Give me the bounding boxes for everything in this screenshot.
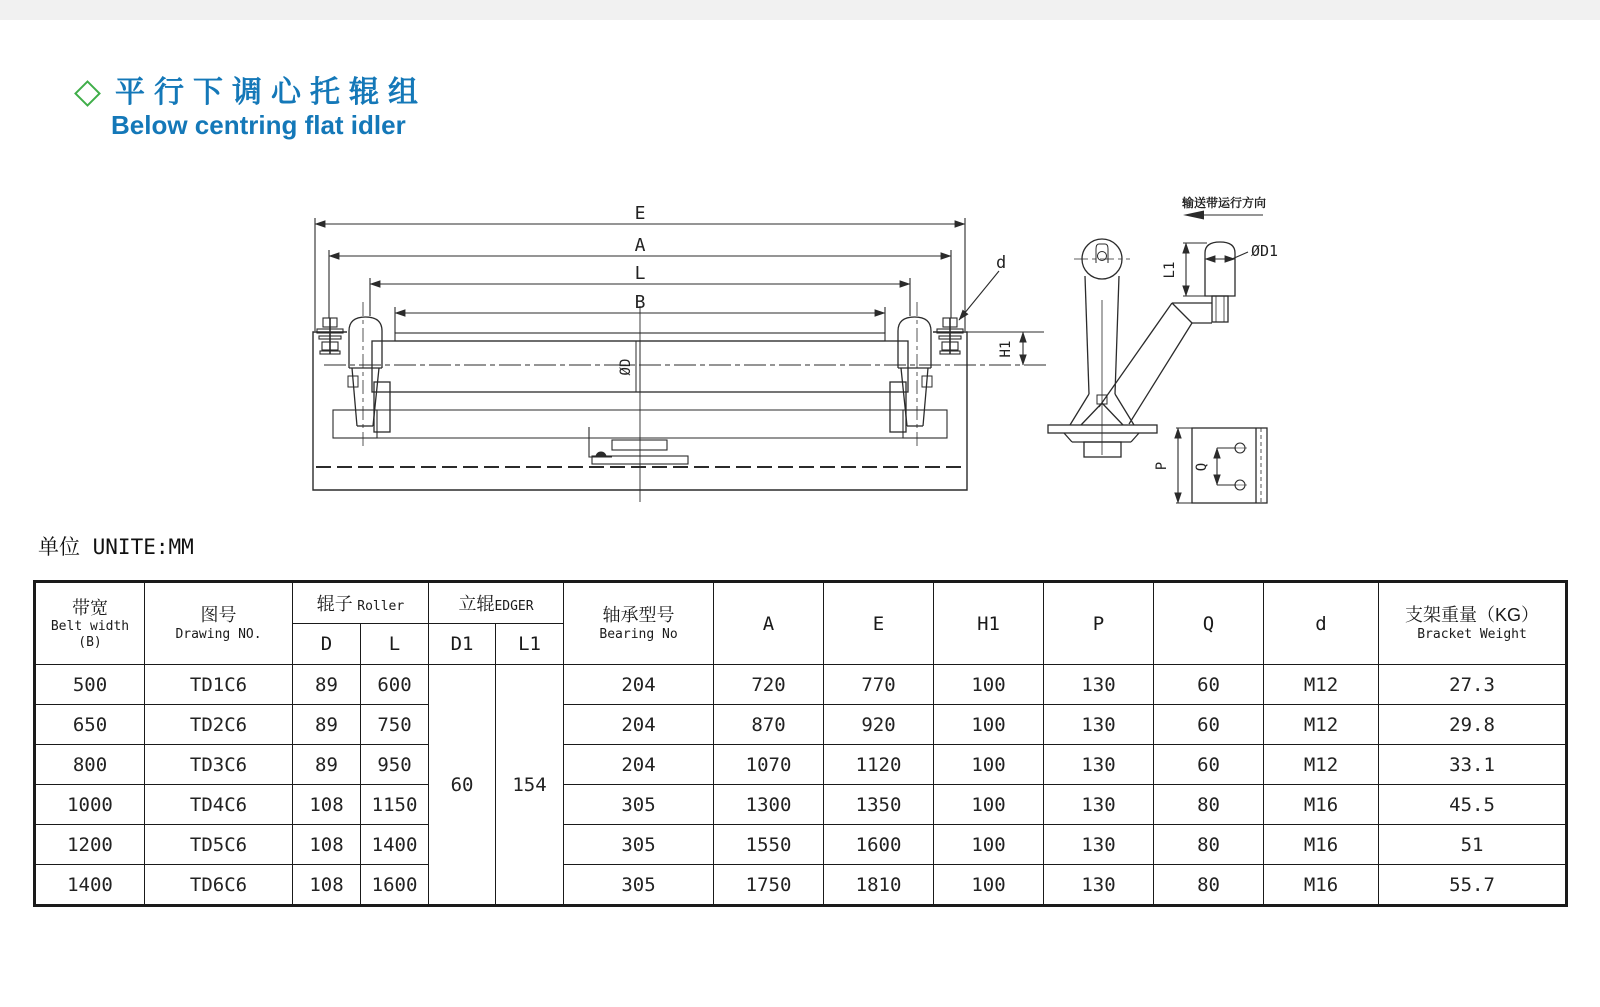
header-D1: D1 [429, 624, 496, 665]
table-cell: 89 [293, 705, 361, 745]
dim-line-OD1 [1205, 252, 1248, 259]
technical-drawing [290, 188, 1300, 515]
table-row [35, 745, 1567, 785]
header-L: L [361, 624, 429, 665]
table-cell: 60 [1154, 705, 1264, 745]
label-P: P [1154, 461, 1170, 471]
table-row [35, 825, 1567, 865]
table-cell: 1750 [714, 865, 824, 906]
table-cell: 80 [1154, 825, 1264, 865]
table-cell: 204 [564, 705, 714, 745]
label-E: E [634, 203, 646, 224]
table-cell: 60 [1154, 665, 1264, 705]
table-cell: TD1C6 [145, 665, 293, 705]
label-L: L [634, 263, 646, 284]
table-cell: 500 [35, 665, 145, 705]
header-D: D [293, 624, 361, 665]
spec-table-body [35, 665, 1567, 906]
label-direction-note: 输送带运行方向 [1181, 196, 1267, 210]
label-OD1: ØD1 [1251, 242, 1279, 260]
table-cell: 750 [361, 705, 429, 745]
table-cell: 100 [934, 825, 1044, 865]
header-E: E [824, 582, 934, 665]
label-OD: ØD [618, 358, 634, 376]
diamond-icon [74, 80, 101, 107]
table-cell: 89 [293, 665, 361, 705]
table-cell: 154 [496, 665, 564, 906]
header-edger-group: 立辊EDGER [429, 582, 564, 624]
table-cell: 100 [934, 665, 1044, 705]
title-block [78, 78, 427, 138]
label-A: A [634, 235, 646, 256]
edge-roller-right [890, 302, 932, 446]
table-cell: 108 [293, 865, 361, 906]
table-cell: 51 [1379, 825, 1567, 865]
header-bearing: 轴承型号 Bearing No [564, 582, 714, 665]
table-cell: 108 [293, 785, 361, 825]
table-cell: 305 [564, 785, 714, 825]
table-cell: 305 [564, 825, 714, 865]
table-cell: 60 [1154, 745, 1264, 785]
header-H1: H1 [934, 582, 1044, 665]
table-cell: 100 [934, 705, 1044, 745]
belt-direction-arrow [1183, 211, 1263, 220]
table-cell: 720 [714, 665, 824, 705]
header-bracket-weight: 支架重量（KG） Bracket Weight [1379, 582, 1567, 665]
table-cell: 130 [1044, 865, 1154, 906]
table-cell: 45.5 [1379, 785, 1567, 825]
table-cell: 1600 [361, 865, 429, 906]
edge-roller-left [348, 302, 390, 446]
table-cell: TD6C6 [145, 865, 293, 906]
side-view-drawing [1048, 211, 1267, 504]
table-cell: 29.8 [1379, 705, 1567, 745]
page-top-band [0, 0, 1600, 20]
table-cell: 100 [934, 745, 1044, 785]
table-cell: 89 [293, 745, 361, 785]
table-cell: 1400 [35, 865, 145, 906]
table-cell: 130 [1044, 825, 1154, 865]
table-cell: 600 [361, 665, 429, 705]
table-row [35, 785, 1567, 825]
table-cell: TD4C6 [145, 785, 293, 825]
label-B: B [634, 292, 646, 313]
table-cell: 1070 [714, 745, 824, 785]
table-cell: M16 [1264, 825, 1379, 865]
label-H1: H1 [998, 340, 1014, 358]
table-cell: M12 [1264, 745, 1379, 785]
header-belt-width: 带宽 Belt width (B) [35, 582, 145, 665]
bolt-right [937, 318, 963, 354]
table-cell: 80 [1154, 865, 1264, 906]
table-cell: 204 [564, 745, 714, 785]
header-A: A [714, 582, 824, 665]
table-cell: 920 [824, 705, 934, 745]
label-L1: L1 [1162, 261, 1178, 279]
table-cell: 1300 [714, 785, 824, 825]
table-cell: 1400 [361, 825, 429, 865]
table-cell: 1200 [35, 825, 145, 865]
table-cell: 33.1 [1379, 745, 1567, 785]
table-cell: M16 [1264, 865, 1379, 906]
page-title-zh: 平行下调心托辊组 [115, 76, 427, 109]
table-cell: 100 [934, 865, 1044, 906]
table-row [35, 665, 1567, 705]
table-cell: 130 [1044, 745, 1154, 785]
table-cell: M16 [1264, 785, 1379, 825]
table-cell: 55.7 [1379, 865, 1567, 906]
table-cell: 1120 [824, 745, 934, 785]
table-row [35, 705, 1567, 745]
table-cell: 1810 [824, 865, 934, 906]
stand [1048, 276, 1157, 457]
table-cell: 130 [1044, 665, 1154, 705]
table-cell: 870 [714, 705, 824, 745]
header-roller-group: 辊子 Roller [293, 582, 429, 624]
unit-label: 单位 UNITE:MM [38, 535, 194, 559]
table-cell: M12 [1264, 665, 1379, 705]
table-cell: 108 [293, 825, 361, 865]
dim-line-H1 [938, 332, 1044, 365]
table-cell: 80 [1154, 785, 1264, 825]
table-cell: 130 [1044, 705, 1154, 745]
dim-line-P [1176, 428, 1193, 503]
edge-roller-side [1205, 242, 1235, 322]
header-L1: L1 [496, 624, 564, 665]
table-row [35, 865, 1567, 906]
table-cell: 1550 [714, 825, 824, 865]
table-cell: 650 [35, 705, 145, 745]
table-cell: 100 [934, 785, 1044, 825]
header-P: P [1044, 582, 1154, 665]
table-cell: TD3C6 [145, 745, 293, 785]
table-cell: 770 [824, 665, 934, 705]
table-cell: 204 [564, 665, 714, 705]
label-d: d [996, 253, 1007, 273]
table-cell: TD2C6 [145, 705, 293, 745]
table-cell: TD5C6 [145, 825, 293, 865]
table-cell: 800 [35, 745, 145, 785]
table-cell: 1350 [824, 785, 934, 825]
table-cell: M12 [1264, 705, 1379, 745]
front-view-drawing [313, 218, 1046, 502]
table-cell: 1600 [824, 825, 934, 865]
header-drawing-no: 图号 Drawing NO. [145, 582, 293, 665]
header-d: d [1264, 582, 1379, 665]
table-cell: 1000 [35, 785, 145, 825]
table-cell: 950 [361, 745, 429, 785]
spec-table [33, 580, 1568, 907]
header-Q: Q [1154, 582, 1264, 665]
page-title-en: Below centring flat idler [111, 110, 406, 140]
center-bracket [589, 427, 688, 464]
table-cell: 130 [1044, 785, 1154, 825]
table-cell: 60 [429, 665, 496, 906]
table-cell: 27.3 [1379, 665, 1567, 705]
table-cell: 1150 [361, 785, 429, 825]
bolt-left [317, 318, 343, 354]
table-cell: 305 [564, 865, 714, 906]
center-lines [324, 306, 1046, 502]
label-Q: Q [1194, 462, 1210, 472]
dim-line-L1 [1183, 243, 1207, 296]
dim-line-Q [1217, 448, 1236, 485]
roller-end-circle [1074, 239, 1130, 279]
